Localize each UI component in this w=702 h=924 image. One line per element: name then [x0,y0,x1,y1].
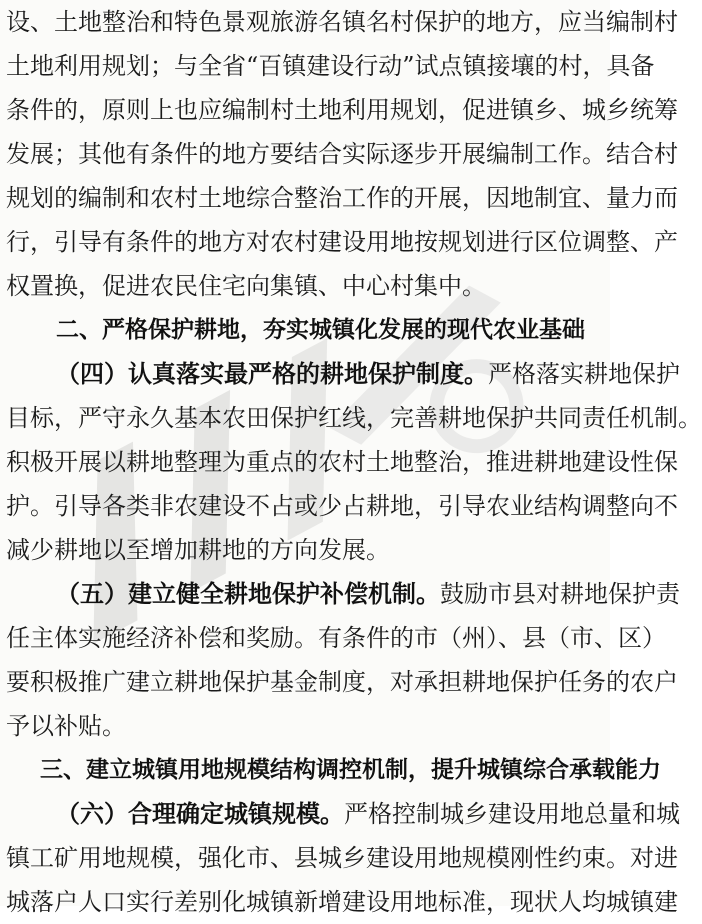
item-6-first-line-rest: 严格控制城乡建设用地总量和城 [344,800,680,828]
item-4-title: （四）认真落实最严格的耕地保护制度。 [56,360,488,388]
text-line-4: 发展；其他有条件的地方要结合实际逐步开展编制工作。结合村 [6,140,678,168]
item-6-line-2: 城落户人口实行差别化城镇新增建设用地标准，现状人均城镇建 [6,888,678,916]
item-4-first-line [0,352,680,396]
text-line-3: 条件的，原则上也应编制村土地利用规划，促进镇乡、城乡统筹 [6,96,678,124]
section-heading-2: 二、严格保护耕地，夯实城镇化发展的现代农业基础 [56,317,585,343]
text-line-5: 规划的编制和农村土地综合整治工作的开展，因地制宜、量力而 [6,184,678,212]
item-5-line-2: 要积极推广建立耕地保护基金制度，对承担耕地保护任务的农户 [6,668,678,696]
item-4-line-3: 护。引导各类非农建设不占或少占耕地，引导农业结构调整向不 [6,492,678,520]
section-heading-3: 三、建立城镇用地规模结构调控机制，提升城镇综合承载能力 [40,757,661,783]
item-4-first-line-rest: 严格落实耕地保护 [488,360,680,388]
text-line-1: 设、土地整治和特色景观旅游名镇名村保护的地方，应当编制村 [6,8,678,36]
item-5-first-line [0,572,680,616]
item-5-first-line-rest: 鼓励市县对耕地保护责 [440,580,680,608]
item-4-line-1: 目标，严守永久基本农田保护红线，完善耕地保护共同责任机制。 [6,404,702,432]
item-6-title: （六）合理确定城镇规模。 [56,800,344,828]
item-6-first-line [0,792,680,836]
text-line-6: 行，引导有条件的地方对农村建设用地按规划进行区位调整、产 [6,228,678,256]
text-line-7: 权置换，促进农民住宅向集镇、中心村集中。 [6,272,486,300]
item-4-line-2: 积极开展以耕地整理为重点的农村土地整治，推进耕地建设性保 [6,448,678,476]
item-6-line-1: 镇工矿用地规模，强化市、县城乡建设用地规模刚性约束。对进 [6,844,678,872]
text-line-2: 土地利用规划；与全省“百镇建设行动”试点镇接壤的村，具备 [6,52,655,80]
item-5-title: （五）建立健全耕地保护补偿机制。 [56,580,440,608]
item-5-line-3: 予以补贴。 [6,712,126,740]
item-5-line-1: 任主体实施经济补偿和奖励。有条件的市（州）、县（市、区） [6,624,666,652]
item-4-line-4: 减少耕地以至增加耕地的方向发展。 [6,536,390,564]
